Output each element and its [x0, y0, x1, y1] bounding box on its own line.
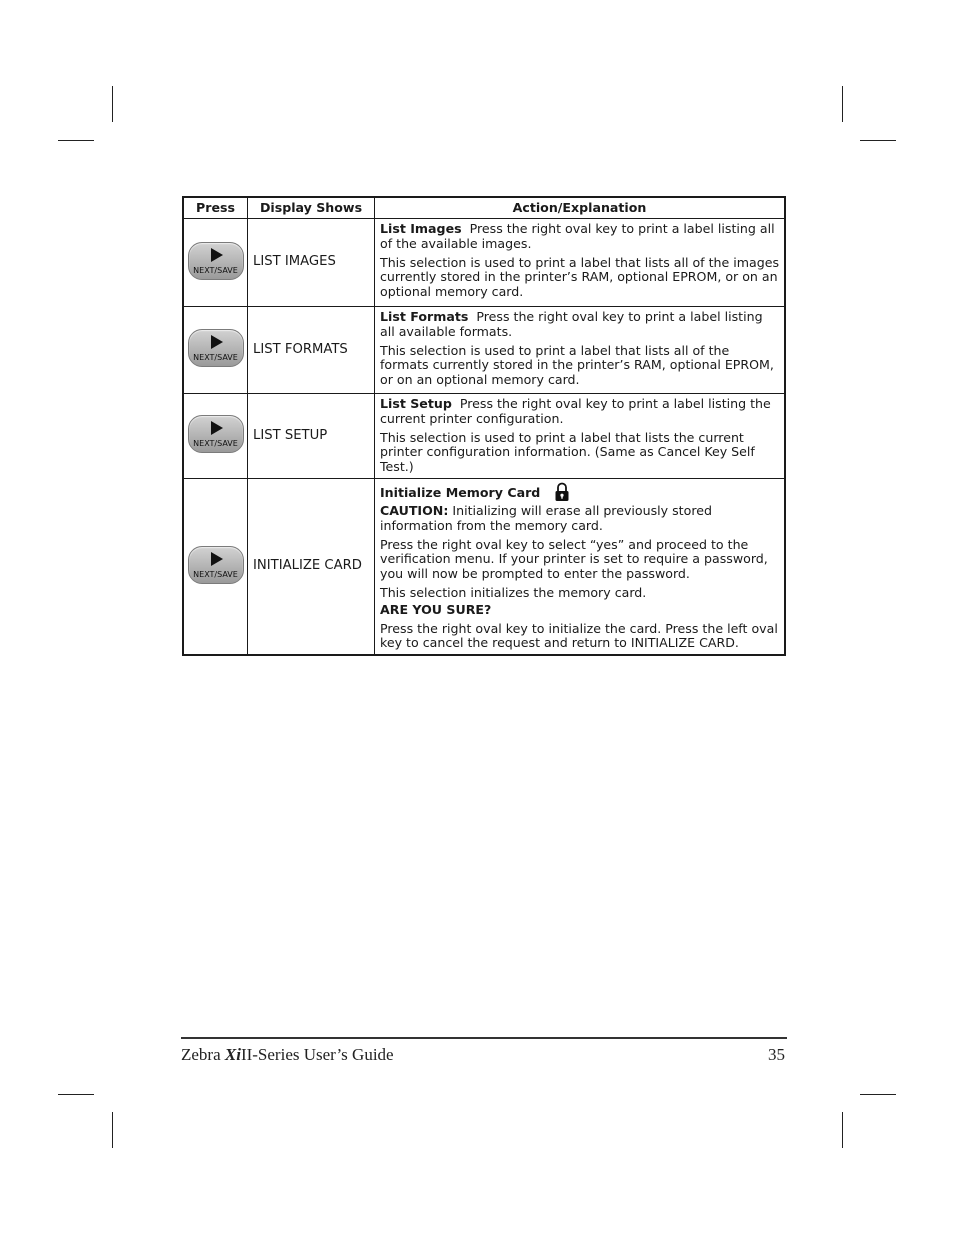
action-description: Press the right oval key to select “yes” and proceed to the verification menu. If your printer is set to require a password, you will now be prompted to enter the password. [380, 536, 768, 582]
crop-mark [112, 1112, 113, 1148]
press-cell [183, 478, 248, 655]
item-title-desc: Press the right oval key to print a label listing all available formats. [380, 309, 763, 339]
caution-label: CAUTION: [380, 502, 449, 518]
display-text: LIST IMAGES [248, 219, 375, 307]
table-row [183, 219, 785, 307]
play-arrow-icon [211, 335, 223, 349]
page-number: 35 [768, 1045, 785, 1064]
press-cell [183, 219, 248, 307]
press-cell [183, 394, 248, 479]
footer-suffix: II-Series User’s Guide [240, 1045, 394, 1064]
next-save-key[interactable] [188, 546, 244, 584]
action-cell [375, 307, 786, 394]
action-paragraph [380, 397, 780, 427]
display-text: LIST SETUP [248, 394, 375, 479]
action-description: Press the right oval key to initialize the card. Press the left oval key to cancel the request and return to INITIALIZE CARD. [380, 620, 778, 651]
next-save-key[interactable] [188, 329, 244, 367]
item-title-desc: Press the right oval key to print a label listing all of the available images. [380, 221, 775, 251]
key-label: NEXT/SAVE [193, 439, 238, 449]
action-description: This selection is used to print a label that lists the current printer configuration information. (Same as Cancel Key Self Test.) [380, 429, 755, 475]
play-arrow-icon [211, 421, 223, 435]
action-cell [375, 478, 786, 655]
footer-brand: Xi [224, 1045, 241, 1064]
confirm-prompt: ARE YOU SURE? [380, 601, 492, 617]
action-description: This selection is used to print a label that lists all of the formats currently stored in the printer’s RAM, optional EPROM, or on an optional memory card. [380, 342, 774, 388]
action-paragraph [380, 222, 780, 252]
table-header-row [183, 197, 785, 219]
item-title-desc: Press the right oval key to print a label listing the current printer configuration. [380, 396, 771, 426]
display-text: LIST FORMATS [248, 307, 375, 394]
action-cell [375, 219, 786, 307]
action-description: This selection is used to print a label that lists all of the images currently stored in the printer’s RAM, optional EPROM, or on an optional memory card. [380, 254, 780, 300]
padlock-icon [554, 482, 570, 502]
caution-paragraph [380, 504, 780, 534]
caution-text: Initializing will erase all previously stored information from the memory card. [380, 502, 712, 533]
menu-table [182, 196, 786, 656]
crop-mark [112, 86, 113, 122]
item-title: List Setup [380, 396, 452, 411]
item-title: Initialize Memory Card [380, 484, 541, 500]
item-title: List Images [380, 221, 462, 236]
header-display: Display Shows [248, 197, 375, 219]
action-description: This selection initializes the memory card. [380, 584, 647, 600]
table-row [183, 478, 785, 655]
header-press: Press [183, 197, 248, 219]
action-title-line [380, 482, 780, 502]
crop-mark [842, 86, 843, 122]
next-save-key[interactable] [188, 242, 244, 280]
action-cell [375, 394, 786, 479]
footer-rule [181, 1037, 787, 1039]
display-text: INITIALIZE CARD [248, 478, 375, 655]
key-label: NEXT/SAVE [193, 353, 238, 363]
footer-title [181, 1045, 394, 1065]
key-label: NEXT/SAVE [193, 265, 238, 275]
play-arrow-icon [211, 248, 223, 262]
action-paragraph [380, 310, 780, 340]
crop-mark [842, 1112, 843, 1148]
table-row [183, 394, 785, 479]
crop-mark [58, 140, 94, 141]
press-cell [183, 307, 248, 394]
crop-mark [58, 1094, 94, 1095]
header-action: Action/Explanation [375, 197, 786, 219]
crop-mark [860, 140, 896, 141]
play-arrow-icon [211, 552, 223, 566]
crop-mark [860, 1094, 896, 1095]
item-title: List Formats [380, 309, 469, 324]
next-save-key[interactable] [188, 415, 244, 453]
footer-prefix: Zebra [181, 1045, 225, 1064]
table-row [183, 307, 785, 394]
key-label: NEXT/SAVE [193, 569, 238, 579]
